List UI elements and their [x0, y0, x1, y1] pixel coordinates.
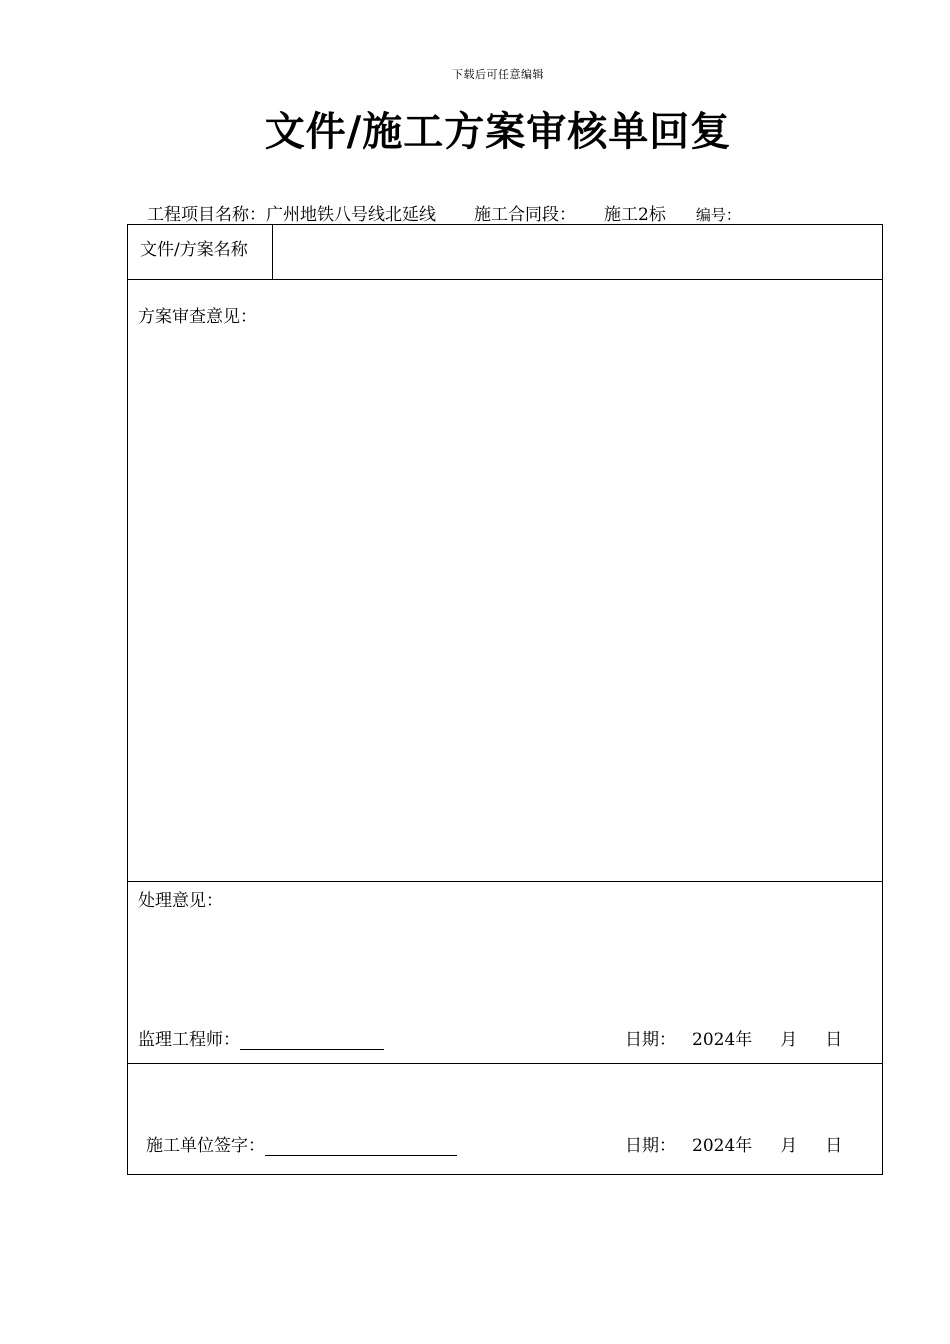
review-opinion-label: 方案审查意见：: [138, 307, 257, 327]
project-value: 广州地铁八号线北延线: [266, 205, 436, 225]
date-day: 日: [825, 1136, 843, 1156]
contractor-signature-line[interactable]: [265, 1137, 457, 1156]
review-opinion-section[interactable]: [127, 279, 883, 882]
supervisor-date: [625, 1025, 842, 1050]
section-label: 施工合同段：: [474, 205, 576, 225]
handling-opinion-section[interactable]: [127, 881, 883, 1064]
supervisor-label: 监理工程师：: [138, 1030, 240, 1050]
section-value: 施工2标: [604, 205, 666, 225]
document-name-field[interactable]: [274, 225, 882, 279]
page-title: 文件/施工方案审核单回复: [264, 108, 732, 155]
contractor-signature: [146, 1131, 457, 1156]
document-name-label: 文件/方案名称: [128, 225, 273, 279]
supervisor-signature-line[interactable]: [240, 1031, 384, 1050]
date-label: 日期：: [625, 1136, 676, 1156]
document-name-row: [127, 224, 883, 279]
watermark-text: 下载后可任意编辑: [452, 68, 544, 81]
date-day: 日: [825, 1030, 843, 1050]
date-year: 2024年: [692, 1030, 753, 1050]
date-month: 月: [780, 1136, 798, 1156]
date-label: 日期：: [625, 1030, 676, 1050]
contractor-date: [625, 1131, 842, 1156]
date-year: 2024年: [692, 1136, 753, 1156]
contractor-signature-section: [127, 1063, 883, 1175]
number-label: 编号：: [695, 206, 741, 224]
project-label: 工程项目名称：: [147, 205, 266, 225]
date-month: 月: [780, 1030, 798, 1050]
supervisor-signature: [138, 1025, 384, 1050]
project-meta-line: [147, 200, 741, 225]
contractor-label: 施工单位签字：: [146, 1136, 265, 1156]
handling-opinion-label: 处理意见：: [138, 891, 223, 911]
